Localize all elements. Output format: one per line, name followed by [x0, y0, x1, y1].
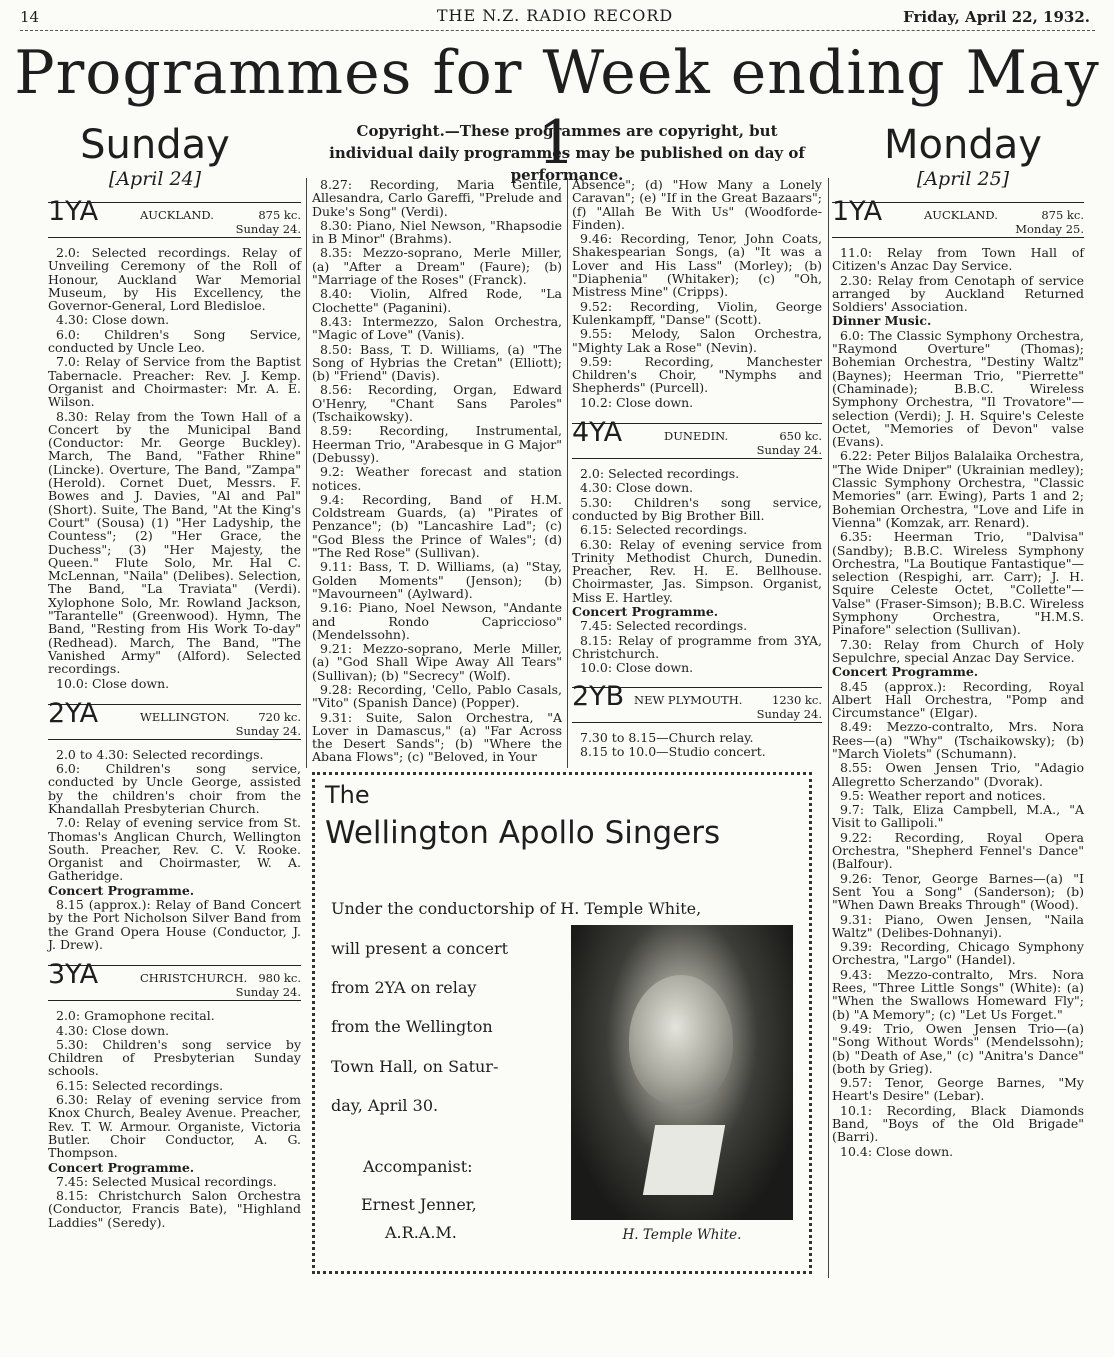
programme-item: 9.57: Tenor, George Barnes, "My Heart's Desire" (Lebar).	[832, 1075, 1084, 1104]
station-call: 1YA	[48, 196, 99, 227]
section-heading: Concert Programme.	[48, 882, 195, 898]
station-city: WELLINGTON.	[140, 709, 230, 724]
programme-item: 9.31: Piano, Owen Jensen, "Naila Waltz" (Delibes-Dohnanyi).	[832, 911, 1084, 940]
ad-heading: Wellington Apollo Singers	[325, 815, 721, 851]
section-heading: Concert Programme.	[832, 664, 979, 680]
column-rule	[567, 178, 568, 768]
column-rule	[828, 178, 829, 1278]
masthead: THE N.Z. RADIO RECORD	[436, 6, 674, 25]
station-call: 2YA	[48, 697, 99, 729]
portrait-collar	[643, 1125, 725, 1195]
programme-item: 9.16: Piano, Noel Newson, "Andante and Rondo Capriccioso" (Mendelssohn).	[312, 600, 562, 642]
programme-item: 7.30 to 8.15—Church relay.	[580, 729, 754, 745]
column-sunday-left	[48, 196, 301, 1230]
ad-line: Town Hall, on Satur-	[331, 1057, 499, 1076]
programme-item: 9.11: Bass, T. D. Williams, (a) "Stay, Golden Moments" (Jenson); (b) "Mavourneen" (Aylward).	[312, 559, 562, 601]
programme-item: 9.43: Mezzo-contralto, Mrs. Nora Rees, "Three Little Songs" (White): (a) "When the Swallows Homeward Fly"; (b) "A Memory"; (c) "Let Us Forget."	[832, 966, 1084, 1022]
ad-line: day, April 30.	[331, 1096, 439, 1115]
programme-item: 8.45 (approx.): Recording, Royal Albert Hall Orchestra, "Pomp and Circumstance" (Elgar).	[832, 678, 1084, 721]
station-frequency: 875 kc.	[258, 208, 301, 222]
section-heading: Concert Programme.	[572, 604, 719, 620]
station-heading-4ya	[572, 417, 822, 459]
day-name: Monday	[884, 122, 1042, 168]
programme-item: 9.52: Recording, Violin, George Kulenkampff, "Danse" (Scott).	[572, 298, 822, 327]
programme-item: 9.22: Recording, Royal Opera Orchestra, "Shepherd Fennel's Dance" (Balfour).	[832, 829, 1084, 872]
page-number: 14	[20, 8, 40, 26]
programme-item: 9.55: Melody, Salon Orchestra, "Mighty Lak a Rose" (Nevin).	[572, 326, 822, 355]
day-date: [April 25]	[916, 168, 1010, 190]
programme-item: 10.0: Close down.	[56, 675, 170, 691]
station-city: AUCKLAND.	[924, 208, 998, 222]
programme-item: 8.55: Owen Jensen Trio, "Adagio Allegretto Scherzando" (Dvorak).	[832, 760, 1084, 789]
programme-item: 5.30: Children's song service, conducted by Big Brother Bill.	[572, 494, 822, 523]
station-day: Sunday 24.	[235, 222, 301, 236]
station-heading-monday-1ya	[832, 196, 1084, 238]
programme-item: 11.0: Relay from Town Hall of Citizen's Anzac Day Service.	[832, 245, 1084, 274]
programme-item: 8.15 to 10.0—Studio concert.	[580, 743, 766, 759]
programme-item: 2.0: Selected recordings.	[580, 466, 740, 482]
programme-item: 10.2: Close down.	[580, 394, 694, 410]
programme-item: 9.7: Talk, Eliza Campbell, M.A., "A Visit to Gallipoli."	[832, 802, 1084, 831]
station-city: CHRISTCHURCH.	[140, 971, 248, 986]
concert-advertisement	[312, 772, 812, 1274]
programme-item: 2.0: Selected recordings. Relay of Unveiling Ceremony of the Roll of Honour, Auckland War Memorial Museum, by His Excellency, the Governor-General, Lord Bledisloe.	[48, 245, 301, 314]
programme-item: 9.46: Recording, Tenor, John Coats, Shakespearian Songs, (a) "It was a Lover and His Lass" (Morley); (b) "Diaphenia" (Whitaker); (c) "Oh, Mistress Mine" (Cripps).	[572, 231, 822, 300]
programme-item: 8.43: Intermezzo, Salon Orchestra, "Magic of Love" (Vanis).	[312, 313, 562, 343]
programme-item: 4.30: Close down.	[56, 312, 170, 328]
programme-item: 9.21: Mezzo-soprano, Merle Miller, (a) "God Shall Wipe Away All Tears" (Sullivan); (b) "Secrecy" (Wolf).	[312, 641, 562, 683]
station-frequency: 720 kc.	[258, 709, 301, 724]
programme-item: 9.2: Weather forecast and station notices.	[312, 464, 562, 493]
programme-item: 5.30: Children's song service by Children of Presbyterian Sunday schools.	[48, 1036, 301, 1079]
column-sunday-right	[572, 178, 822, 759]
station-heading-2yb	[572, 680, 822, 723]
ad-accompanist-name: Ernest Jenner,	[361, 1195, 477, 1214]
programme-item: 6.0: Children's Song Service, conducted by Uncle Leo.	[48, 326, 301, 356]
station-city: DUNEDIN.	[664, 429, 729, 444]
monday-heading	[848, 122, 1078, 190]
photo-caption: H. Temple White.	[622, 1227, 742, 1243]
programme-item: 2.0 to 4.30: Selected recordings.	[56, 746, 264, 762]
ad-accompanist-label: Accompanist:	[363, 1157, 473, 1176]
station-day: Sunday 24.	[235, 723, 301, 738]
programme-item: 7.45: Selected recordings.	[580, 618, 748, 634]
station-frequency: 980 kc.	[258, 971, 301, 986]
programme-item: 9.26: Tenor, George Barnes—(a) "I Sent You a Song" (Sanderson); (b) "When Dawn Breaks Through" (Wood).	[832, 870, 1084, 913]
programme-item: 6.35: Heerman Trio, "Dalvisa" (Sandby); B.B.C. Wireless Symphony Orchestra, "La Boutique Fantastique"—selection (Respighi, arr. Carr); J. H. Squire Celeste Octet, "Collette"—Valse" (Fraser-Simson); B.B.C. Wireless Symphony Orchestra, "H.M.S. Pinafore" selection (Sullivan).	[832, 529, 1084, 638]
column-rule	[306, 178, 307, 768]
station-city: NEW PLYMOUTH.	[634, 692, 743, 707]
station-frequency: 875 kc.	[1041, 208, 1084, 222]
header-rule	[20, 30, 1095, 31]
station-frequency: 650 kc.	[779, 429, 822, 444]
programme-item: 8.30: Relay from the Town Hall of a Concert by the Municipal Band (Conductor: Mr. George Buckley). March, The Band, "Father Rhine" (Lincke). Overture, The Band, "Zampa" (Herold). Cornet Duet, Messrs. F. Bowes and J. Davies, "Al and Pal" (Short). Suite, The Band, "At the King's Court" (Sousa) (1) "Her Ladyship, the Countess"; (2) "Her Grace, the Duchess"; (3) "Her Majesty, the Queen." Flute Solo, Mr. Hal C. McLennan, "Naila" (Delibes). Selection, The Band, "La Traviata" (Verdi). Xylophone Solo, Mr. Rowland Jackson, "Tarantelle" (Greenwood). Hymn, The Band, "Resting from His Work To-day" (Redhead). March, The Band, "The Vanished Army" (Alford). Selected recordings.	[48, 408, 301, 677]
ad-accompanist-degree: A.R.A.M.	[385, 1223, 457, 1242]
programme-item: 8.30: Piano, Niel Newson, "Rhapsodie in B Minor" (Brahms).	[312, 217, 562, 247]
programme-item: 9.5: Weather report and notices.	[840, 787, 1046, 803]
programme-item: 9.59: Recording, Manchester Children's Choir, "Nymphs and Shepherds" (Purcell).	[572, 353, 822, 396]
copyright-notice: Copyright.—These programmes are copyright, but individual daily programmes may be published on day of performance.	[329, 122, 805, 184]
station-call: 2YB	[572, 680, 625, 712]
programme-item: 10.0: Close down.	[580, 660, 694, 676]
portrait-face	[629, 975, 733, 1105]
station-heading-3ya	[48, 959, 301, 1001]
programme-item: 2.30: Relay from Cenotaph of service arranged by Auckland Returned Soldiers' Association.	[832, 272, 1084, 315]
programme-item: 7.0: Relay of Service from the Baptist Tabernacle. Preacher: Rev. J. Kemp. Organist and Choirmaster: Mr. A. E. Wilson.	[48, 354, 301, 410]
page-title: Programmes for Week ending May 1	[14, 38, 1100, 178]
programme-item: 8.15: Christchurch Salon Orchestra (Conductor, Francis Bate), "Highland Laddies" (Seredy).	[48, 1188, 301, 1230]
programme-item: 7.30: Relay from Church of Holy Sepulchre, special Anzac Day Service.	[832, 636, 1084, 665]
ad-line: from the Wellington	[331, 1017, 493, 1036]
programme-item: 8.40: Violin, Alfred Rode, "La Clochette" (Paganini).	[312, 286, 562, 315]
day-name: Sunday	[80, 122, 230, 168]
programme-item: 6.15: Selected recordings.	[56, 1077, 224, 1093]
station-day: Monday 25.	[1015, 222, 1084, 236]
station-heading-1ya	[48, 196, 301, 238]
ad-heading-the: The	[325, 781, 370, 809]
programme-item: 8.50: Bass, T. D. Williams, (a) "The Song of Hybrias the Cretan" (Elliott); (b) "Friend" (Davis).	[312, 341, 562, 384]
programme-item: 8.35: Mezzo-soprano, Merle Miller, (a) "After a Dream" (Faure); (b) "Marriage of the Roses" (Franck).	[312, 245, 562, 288]
station-day: Sunday 24.	[756, 443, 822, 458]
station-city: AUCKLAND.	[140, 208, 214, 222]
programme-item: 6.30: Relay of evening service from Trinity Methodist Church, Dunedin. Preacher, Rev. H. E. Bellhouse. Choirmaster, Jas. Simpson. Organist, Miss E. Hartley.	[572, 536, 822, 605]
programme-item: 8.15: Relay of programme from 3YA, Christchurch.	[572, 632, 822, 661]
programme-item: 6.15: Selected recordings.	[580, 522, 748, 538]
station-call: 4YA	[572, 417, 623, 449]
programme-item: 9.4: Recording, Band of H.M. Coldstream Guards, (a) "Pirates of Penzance"; (b) "Lancashire Lad"; (c) "God Bless the Prince of Wales"; (d) "The Red Rose" (Sullivan).	[312, 491, 562, 561]
column-sunday-middle	[312, 178, 562, 765]
section-heading: Dinner Music.	[832, 313, 932, 329]
station-frequency: 1230 kc.	[772, 692, 822, 707]
programme-item: 6.0: The Classic Symphony Orchestra, "Raymond Overture" (Thomas); Bohemian Orchestra, "Destiny Waltz" (Baynes); Heerman Trio, "Pierrette" (Chaminade); B.B.C. Wireless Symphony Orchestra, "Il Trovatore"—selection (Verdi); J. H. Squire's Celeste Octet, "Memories of Devon" valse (Evans).	[832, 327, 1084, 450]
programme-item: 8.49: Mezzo-contralto, Mrs. Nora Rees—(a) "Why" (Tschaikowsky); (b) "March Violets" (Schumann).	[832, 719, 1084, 761]
programme-item: 6.22: Peter Biljos Balalaika Orchestra, "The Wide Dniper" (Ukrainian medley); Classic Symphony Orchestra, "Classic Memories" (arr. Ewing), Parts 1 and 2; Bohemian Orchestra, "Love and Life in Vienna" (Komzak, arr. Renard).	[832, 448, 1084, 530]
programme-item: 9.31: Suite, Salon Orchestra, "A Lover in Damascus," (a) "Far Across the Desert Sands"; (b) "Where the Abana Flows"; (c) "Beloved, in Your	[312, 709, 562, 765]
programme-item: 8.56: Recording, Organ, Edward O'Henry, "Chant Sans Paroles" (Tschaikowsky).	[312, 382, 562, 425]
running-head	[20, 4, 1090, 26]
programme-item: 9.28: Recording, 'Cello, Pablo Casals, "Vito" (Spanish Dance) (Popper).	[312, 681, 562, 711]
programme-item: 9.39: Recording, Chicago Symphony Orchestra, "Largo" (Handel).	[832, 939, 1084, 968]
section-heading: Concert Programme.	[48, 1159, 195, 1175]
programme-item: 6.30: Relay of evening service from Knox Church, Bealey Avenue. Preacher, Rev. T. W. Armour. Organiste, Victoria Butler. Choir Conductor, A. G. Thompson.	[48, 1092, 301, 1161]
programme-item: 4.30: Close down.	[56, 1022, 170, 1038]
programme-item: 4.30: Close down.	[580, 480, 694, 496]
station-call: 1YA	[832, 196, 883, 227]
programme-item: 8.59: Recording, Instrumental, Heerman Trio, "Arabesque in G Major" (Debussy).	[312, 423, 562, 465]
ad-line: will present a concert	[331, 939, 509, 958]
programme-item: 9.49: Trio, Owen Jensen Trio—(a) "Song Without Words" (Mendelssohn); (b) "Death of Ase," (c) "Anitra's Dance" (both by Grieg).	[832, 1020, 1084, 1076]
programme-item: 7.45: Selected Musical recordings.	[56, 1173, 277, 1189]
station-day: Sunday 24.	[756, 706, 822, 721]
issue-date: Friday, April 22, 1932.	[903, 8, 1090, 26]
station-day: Sunday 24.	[235, 985, 301, 1000]
programme-item: 10.1: Recording, Black Diamonds Band, "Boys of the Old Brigade" (Barri).	[832, 1102, 1084, 1145]
programme-item: 2.0: Gramophone recital.	[56, 1008, 215, 1024]
day-date: [April 24]	[108, 168, 202, 190]
station-heading-2ya	[48, 697, 301, 740]
programme-item: 8.15 (approx.): Relay of Band Concert by the Port Nicholson Silver Band from the Grand Opera House (Conductor, J. J. Drew).	[48, 897, 301, 952]
programme-item: 6.0: Children's song service, conducted by Uncle George, assisted by the children's choir from the Khandallah Presbyterian Church.	[48, 761, 301, 816]
column-monday	[832, 196, 1084, 1159]
programme-item: 10.4: Close down.	[840, 1143, 954, 1159]
programme-item: 8.27: Recording, Maria Gentile, Allesandra, Carlo Gareffi, "Prelude and Duke's Song" (Verdi).	[312, 177, 562, 219]
sunday-heading	[40, 122, 270, 190]
station-call: 3YA	[48, 959, 99, 991]
ad-line: from 2YA on relay	[331, 978, 477, 997]
portrait-photo	[571, 925, 793, 1220]
programme-item: Absence"; (d) "How Many a Lonely Caravan"; (e) "If in the Great Bazaars"; (f) "Allah Be With Us" (Woodforde-Finden).	[572, 177, 822, 232]
programme-item: 7.0: Relay of evening service from St. Thomas's Anglican Church, Wellington South. Preacher, Rev. C. V. Rooke. Organist and Choirmaster, W. A. Gatheridge.	[48, 815, 301, 884]
ad-line: Under the conductorship of H. Temple White,	[331, 899, 702, 918]
